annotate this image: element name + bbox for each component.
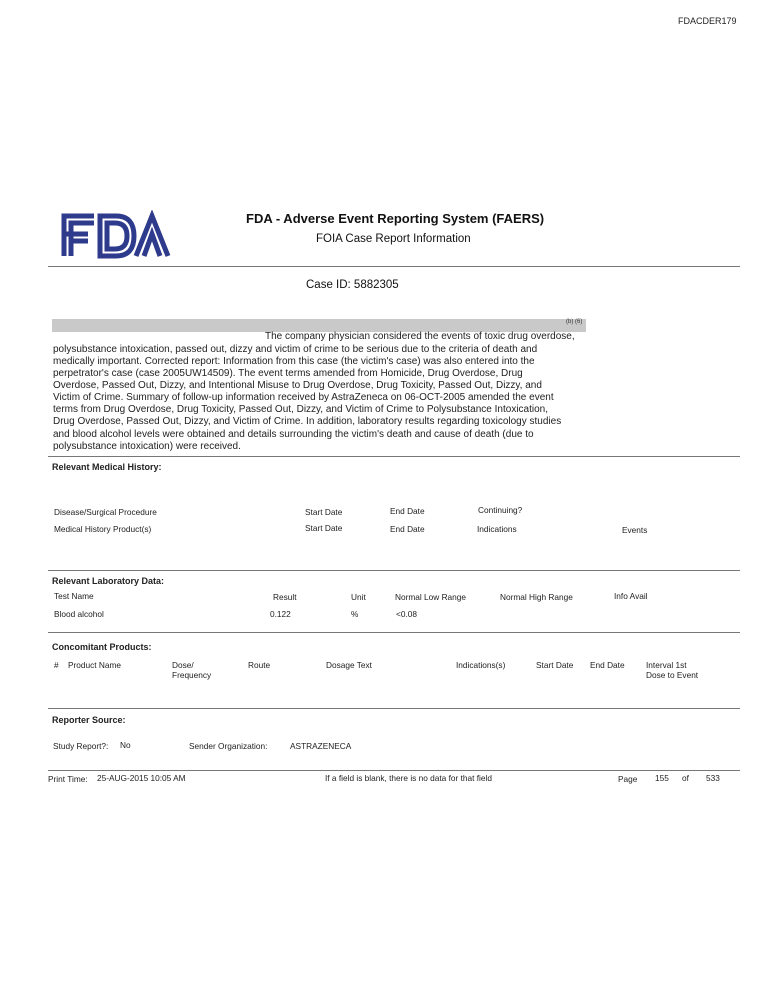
case-id: Case ID: 5882305 — [306, 279, 399, 291]
blank-field-note: If a field is blank, there is no data for that field — [325, 773, 492, 783]
section-divider — [48, 632, 740, 633]
start-date-label: Start Date — [305, 523, 343, 533]
table-row-test: Blood alcohol — [54, 609, 104, 619]
lab-col-test-name: Test Name — [54, 591, 94, 601]
report-title: FDA - Adverse Event Reporting System (FAERS) — [246, 211, 545, 226]
narrative-line: polysubstance intoxication) were received. — [53, 441, 241, 452]
narrative-line: polysubstance intoxication, passed out, dizzy and victim of crime to be serious due to the criteria of death and — [53, 344, 538, 355]
start-date-label: Start Date — [305, 507, 343, 517]
section-divider — [48, 570, 740, 571]
page-of-label: of — [682, 773, 689, 783]
fda-logo-icon — [58, 210, 172, 262]
lab-col-normal-high: Normal High Range — [500, 592, 573, 602]
section-divider — [48, 456, 740, 457]
conc-col-start-date: Start Date — [536, 660, 574, 670]
narrative-line: perpetrator's case (case 2005UW14509). The event terms amended from Homicide, Drug Overdose, Drug — [53, 368, 523, 379]
page-label: Page — [618, 774, 638, 784]
document-id: FDACDER179 — [678, 16, 737, 26]
reporter-title: Reporter Source: — [52, 715, 126, 725]
header-divider — [48, 266, 740, 267]
narrative-line: Overdose, Passed Out, Dizzy, and Intentional Misuse to Drug Overdose, Drug Toxicity, Passed Out, Dizzy, and — [53, 380, 542, 391]
study-report-label: Study Report?: — [53, 741, 109, 751]
footer-divider — [48, 770, 740, 771]
conc-col-dosage-text: Dosage Text — [326, 660, 372, 670]
narrative-line: Victim of Crime. Summary of follow-up information received by AstraZeneca on 06-OCT-2005 amended the event — [53, 392, 554, 403]
redaction-code: (b) (6) — [566, 319, 583, 325]
print-time-value: 25-AUG-2015 10:05 AM — [97, 773, 186, 783]
events-label: Events — [622, 525, 648, 535]
study-report-value: No — [120, 740, 131, 750]
conc-col-route: Route — [248, 660, 271, 670]
conc-col-frequency: Frequency — [172, 670, 212, 680]
narrative-line: Drug Overdose, Passed Out, Dizzy, and Victim of Crime. In addition, laboratory results regarding toxicology studies — [53, 416, 562, 427]
medical-history-title: Relevant Medical History: — [52, 462, 162, 472]
sender-org-value: ASTRAZENECA — [290, 741, 352, 751]
history-product-label: Medical History Product(s) — [54, 524, 152, 534]
table-row-result: 0.122 — [270, 609, 291, 619]
lab-col-info-avail: Info Avail — [614, 591, 648, 601]
lab-col-result: Result — [273, 592, 297, 602]
indications-label: Indications — [477, 524, 517, 534]
continuing-label: Continuing? — [478, 505, 523, 515]
conc-col-product: Product Name — [68, 660, 122, 670]
disease-label: Disease/Surgical Procedure — [54, 507, 157, 517]
sender-org-label: Sender Organization: — [189, 741, 268, 751]
table-row-low: <0.08 — [396, 609, 417, 619]
end-date-label: End Date — [390, 524, 425, 534]
conc-col-interval: Interval 1st — [646, 660, 687, 670]
conc-col-number: # — [54, 660, 59, 670]
concomitant-title: Concomitant Products: — [52, 642, 152, 652]
lab-col-normal-low: Normal Low Range — [395, 592, 467, 602]
section-divider — [48, 708, 740, 709]
lab-data-title: Relevant Laboratory Data: — [52, 576, 165, 586]
narrative-line: medically important. Corrected report: Information from this case (the victim's case) was also entered into the — [53, 356, 535, 367]
conc-col-end-date: End Date — [590, 660, 625, 670]
page-number: 155 — [655, 773, 669, 783]
report-subtitle: FOIA Case Report Information — [316, 233, 471, 245]
narrative-line: terms from Drug Overdose, Drug Toxicity, Passed Out, Dizzy, and Victim of Crime to Polysubstance Intoxication, — [53, 404, 548, 415]
end-date-label: End Date — [390, 506, 425, 516]
print-time-label: Print Time: — [48, 774, 88, 784]
conc-col-dose: Dose/ — [172, 660, 194, 670]
table-row-unit: % — [351, 609, 359, 619]
narrative-line: The company physician considered the events of toxic drug overdose, — [265, 331, 575, 342]
page-total: 533 — [706, 773, 720, 783]
lab-col-unit: Unit — [351, 592, 366, 602]
conc-col-indications: Indications(s) — [456, 660, 506, 670]
conc-col-interval-2: Dose to Event — [646, 670, 699, 680]
narrative-line: and blood alcohol levels were obtained and details surrounding the victim's death and cause of death (due to — [53, 429, 534, 440]
